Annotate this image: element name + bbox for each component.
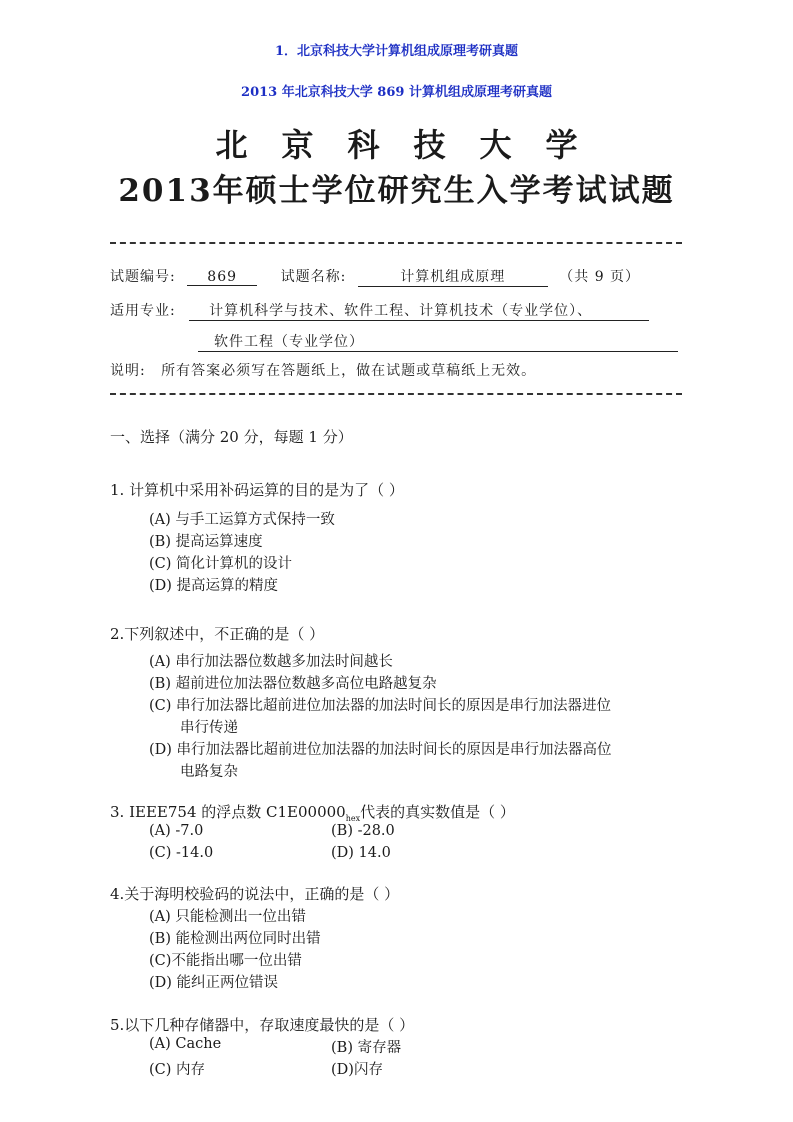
question-2-stem: 2.下列叙述中，不正确的是（ ） [110, 625, 325, 643]
question-2-option-b: (B) 超前进位加法器位数越多高位电路越复杂 [149, 676, 437, 692]
name-value: 计算机组成原理 [358, 266, 548, 287]
name-label: 试题名称: [280, 269, 347, 285]
doc-header-subtitle: 2013 年北京科技大学 869 计算机组成原理考研真题 [241, 85, 552, 100]
note-text: 所有答案必须写在答题纸上，做在试题或草稿纸上无效。 [161, 363, 537, 379]
question-3-stem-post: 代表的真实数值是（ ） [360, 803, 515, 821]
question-1-option-d: (D) 提高运算的精度 [149, 578, 279, 594]
question-2-option-d: (D) 串行加法器比超前进位加法器的加法时间长的原因是串行加法器高位 [149, 742, 612, 758]
question-1-option-b: (B) 提高运算速度 [149, 534, 263, 550]
code-label: 试题编号: [110, 269, 176, 285]
question-3-option-a: (A) -7.0 [149, 823, 204, 839]
question-3-subscript: hex [345, 814, 361, 823]
question-4-stem: 4.关于海明校验码的说法中，正确的是（ ） [110, 885, 400, 903]
question-5-stem: 5.以下几种存储器中，存取速度最快的是（ ） [110, 1016, 415, 1034]
university-name: 北京科技大学 [215, 126, 612, 164]
divider-top [110, 242, 682, 244]
exam-code-row [110, 266, 640, 287]
question-1-stem: 1. 计算机中采用补码运算的目的是为了（ ） [110, 481, 404, 499]
major-row [110, 300, 649, 321]
question-4-option-b: (B) 能检测出两位同时出错 [149, 931, 321, 947]
question-3-stem [110, 801, 515, 823]
question-2-option-d-cont: 电路复杂 [180, 764, 238, 780]
code-value: 869 [187, 269, 257, 286]
question-5-option-c: (C) 内存 [149, 1062, 206, 1078]
question-1-option-c: (C) 简化计算机的设计 [149, 556, 293, 572]
doc-header-title: 1．北京科技大学计算机组成原理考研真题 [274, 44, 519, 59]
question-5-option-d: (D)闪存 [331, 1062, 383, 1078]
page-count: （共 9 页） [559, 269, 641, 285]
question-5-option-b: (B) 寄存器 [331, 1040, 402, 1056]
question-1-option-a: (A) 与手工运算方式保持一致 [149, 512, 335, 528]
question-5-option-a: (A) Cache [149, 1036, 222, 1052]
question-4-option-a: (A) 只能检测出一位出错 [149, 909, 306, 925]
question-3-option-c: (C) -14.0 [149, 845, 214, 861]
question-4-option-d: (D) 能纠正两位错误 [149, 975, 279, 991]
question-4-option-c: (C)不能指出哪一位出错 [149, 953, 302, 969]
major-line-2: 软件工程（专业学位） [198, 331, 678, 352]
exam-title: 2013年硕士学位研究生入学考试试题 [118, 173, 675, 209]
question-2-option-c: (C) 串行加法器比超前进位加法器的加法时间长的原因是串行加法器进位 [149, 698, 612, 714]
question-3-option-d: (D) 14.0 [331, 845, 391, 861]
major-row-2 [198, 331, 678, 352]
divider-bottom [110, 393, 682, 395]
question-3-stem-pre: 3. IEEE754 的浮点数 C1E00000 [110, 803, 346, 821]
section-heading: 一、选择（满分 20 分，每题 1 分） [110, 428, 353, 446]
question-3-option-b: (B) -28.0 [331, 823, 395, 839]
major-line-1: 计算机科学与技术、软件工程、计算机技术（专业学位）、 [189, 300, 649, 321]
question-2-option-a: (A) 串行加法器位数越多加法时间越长 [149, 654, 393, 670]
note-label: 说明: [110, 363, 146, 379]
major-label: 适用专业: [110, 303, 176, 319]
question-2-option-c-cont: 串行传递 [180, 720, 238, 736]
note-row [110, 360, 536, 380]
